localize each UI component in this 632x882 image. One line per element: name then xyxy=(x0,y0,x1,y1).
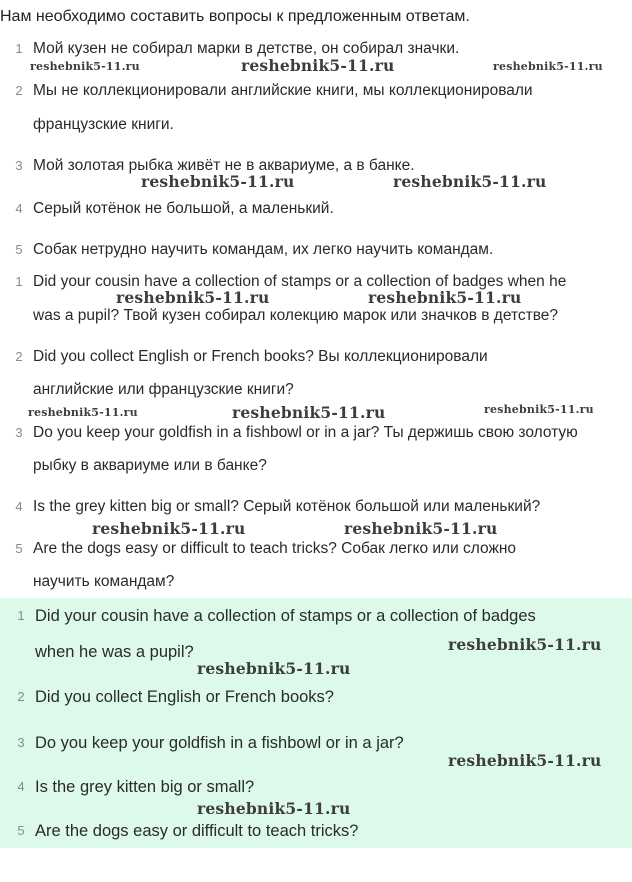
watermark: reshebnik5-11.ru xyxy=(393,172,547,191)
task-instruction: Нам необходимо составить вопросы к предложенным ответам. xyxy=(0,8,470,25)
answer-1-number: 1 xyxy=(17,608,25,623)
answer-1-line-1: Did your cousin have a collection of stamps or a collection of badges xyxy=(35,607,536,625)
watermark: reshebnik5-11.ru xyxy=(344,519,498,538)
watermark: reshebnik5-11.ru xyxy=(92,519,246,538)
watermark: reshebnik5-11.ru xyxy=(197,659,351,678)
answer-2-number: 2 xyxy=(17,689,25,704)
translated-3-number: 3 xyxy=(15,425,23,440)
sentence-4-line-1: Серый котёнок не большой, а маленький. xyxy=(33,200,334,217)
watermark: reshebnik5-11.ru xyxy=(448,635,602,654)
translated-3-line-1: Do you keep your goldfish in a fishbowl or in a jar? Ты держишь свою золотую xyxy=(33,424,578,441)
sentence-1-line-1: Мой кузен не собирал марки в детстве, он собирал значки. xyxy=(33,40,460,57)
watermark: reshebnik5-11.ru xyxy=(241,56,395,75)
watermark: reshebnik5-11.ru xyxy=(368,288,522,307)
answer-4-number: 4 xyxy=(17,779,25,794)
translated-3-line-2: рыбку в аквариуме или в банке? xyxy=(33,457,267,474)
watermark: reshebnik5-11.ru xyxy=(197,799,351,818)
watermark: reshebnik5-11.ru xyxy=(28,406,138,419)
answer-5-number: 5 xyxy=(17,823,25,838)
translated-4-line-1: Is the grey kitten big or small? Серый котёнок большой или маленький? xyxy=(33,498,541,515)
translated-1-line-1: Did your cousin have a collection of stamps or a collection of badges when he xyxy=(33,273,567,290)
translated-5-line-2: научить командам? xyxy=(33,573,175,590)
translated-5-line-1: Are the dogs easy or difficult to teach tricks? Собак легко или сложно xyxy=(33,540,517,557)
translated-5-number: 5 xyxy=(15,541,23,556)
translated-2-line-1: Did you collect English or French books? Вы коллекционировали xyxy=(33,348,488,365)
answer-3-line-1: Do you keep your goldfish in a fishbowl or in a jar? xyxy=(35,734,404,752)
sentence-5-line-1: Собак нетрудно научить командам, их легко научить командам. xyxy=(33,241,494,258)
answer-1-line-2: when he was a pupil? xyxy=(35,643,194,661)
watermark: reshebnik5-11.ru xyxy=(30,60,140,73)
answer-4-line-1: Is the grey kitten big or small? xyxy=(35,778,255,796)
sentence-3-line-1: Мой золотая рыбка живёт не в аквариуме, а в банке. xyxy=(33,157,415,174)
watermark: reshebnik5-11.ru xyxy=(141,172,295,191)
sentence-2-line-2: французские книги. xyxy=(33,116,174,133)
watermark: reshebnik5-11.ru xyxy=(448,751,602,770)
sentence-2-line-1: Мы не коллекционировали английские книги, мы коллекционировали xyxy=(33,82,533,99)
answer-2-line-1: Did you collect English or French books? xyxy=(35,688,334,706)
watermark: reshebnik5-11.ru xyxy=(484,403,594,416)
sentence-1-number: 1 xyxy=(15,41,23,56)
translated-1-line-2: was a pupil? Твой кузен собирал колекцию марок или значков в детстве? xyxy=(33,307,559,324)
translated-2-number: 2 xyxy=(15,349,23,364)
sentence-5-number: 5 xyxy=(15,242,23,257)
translated-2-line-2: английские или французские книги? xyxy=(33,381,294,398)
answer-3-number: 3 xyxy=(17,735,25,750)
sentence-4-number: 4 xyxy=(15,201,23,216)
sentence-2-number: 2 xyxy=(15,83,23,98)
sentence-3-number: 3 xyxy=(15,158,23,173)
watermark: reshebnik5-11.ru xyxy=(116,288,270,307)
translated-1-number: 1 xyxy=(15,274,23,289)
answer-5-line-1: Are the dogs easy or difficult to teach tricks? xyxy=(35,822,359,840)
watermark: reshebnik5-11.ru xyxy=(493,60,603,73)
translated-4-number: 4 xyxy=(15,499,23,514)
watermark: reshebnik5-11.ru xyxy=(232,403,386,422)
